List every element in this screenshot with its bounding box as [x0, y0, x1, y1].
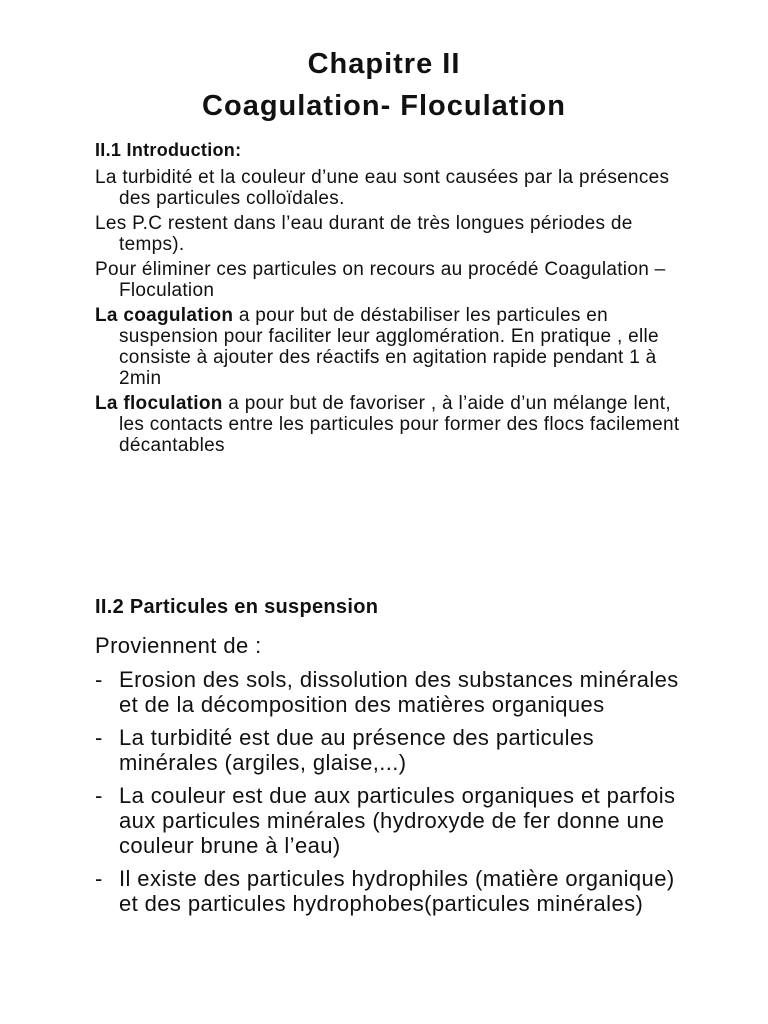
- list-item-text: Erosion des sols, dissolution des substances minérales et de la décomposition des matières organiques: [119, 667, 679, 717]
- paragraph-pc: Les P.C restent dans l’eau durant de très longues périodes de temps).: [95, 213, 633, 255]
- bullet-marker: -: [95, 866, 103, 891]
- bullet-marker: -: [95, 783, 103, 808]
- list-item-text: La turbidité est due au présence des particules minérales (argiles, glaise,...): [119, 725, 594, 775]
- chapter-subtitle: Coagulation- Floculation: [202, 90, 566, 122]
- list-item: [95, 725, 695, 775]
- term-coagulation: La coagulation: [95, 305, 234, 326]
- bullet-marker: -: [95, 667, 103, 692]
- definition-floculation: a pour but de favoriser , à l’aide d’un mélange lent, les contacts entre les particules pour former des flocs facilement décantables: [119, 393, 680, 456]
- term-floculation: La floculation: [95, 393, 223, 414]
- list-item-text: La couleur est due aux particules organiques et parfois aux particules minérales (hydroxyde de fer donne une couleur brune à l’eau): [119, 783, 676, 858]
- bullet-list: [95, 667, 695, 916]
- paragraph-turbidite: La turbidité et la couleur d’une eau sont causées par la présences des particules colloïdales.: [95, 167, 670, 209]
- paragraph-floculation: [95, 393, 695, 456]
- chapter-title: Chapitre II: [307, 48, 461, 80]
- section-heading-introduction: II.1 Introduction:: [95, 140, 242, 160]
- section-particules: [95, 596, 695, 924]
- list-item: [95, 866, 695, 916]
- section-heading-particules: II.2 Particules en suspension: [95, 596, 379, 618]
- definition-coagulation: a pour but de déstabiliser les particules en suspension pour faciliter leur agglomération. En pratique , elle consiste à ajouter des réactifs en agitation rapide pendant 1 à 2min: [119, 305, 659, 389]
- section-intro: Proviennent de :: [95, 633, 262, 658]
- paragraph-procede: Pour éliminer ces particules on recours au procédé Coagulation –Floculation: [95, 259, 666, 301]
- list-item: [95, 667, 695, 717]
- list-item: [95, 783, 695, 858]
- bullet-marker: -: [95, 725, 103, 750]
- list-item-text: Il existe des particules hydrophiles (matière organique) et des particules hydrophobes(particules minérales): [119, 866, 675, 916]
- paragraph-coagulation: [95, 305, 695, 389]
- section-introduction: [95, 140, 695, 460]
